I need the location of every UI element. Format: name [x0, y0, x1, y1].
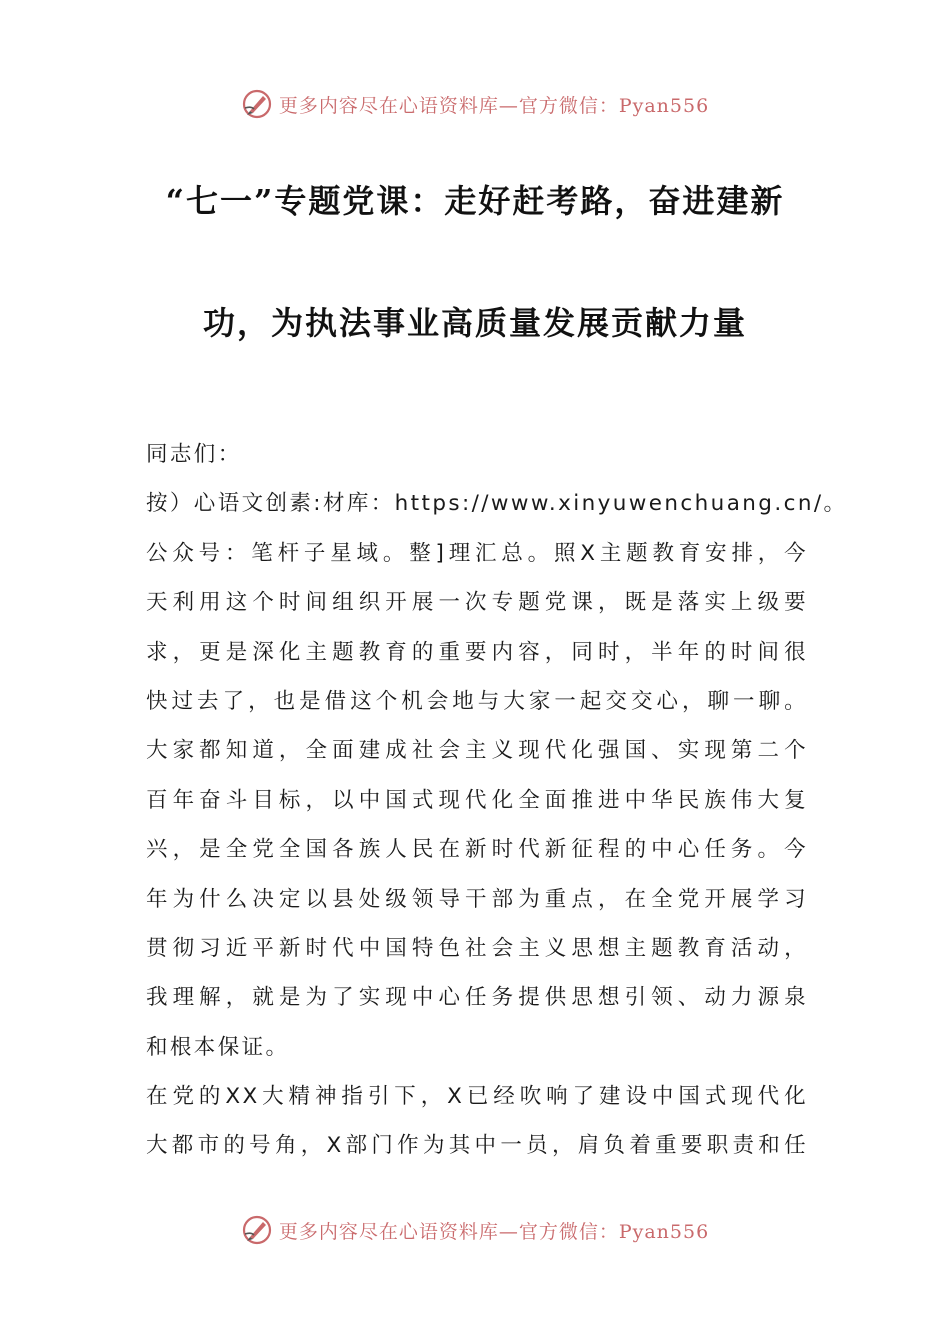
pen-logo-icon	[241, 1214, 273, 1246]
body-line: 天利用这个时间组织开展一次专题党课，既是落实上级要	[146, 590, 808, 616]
watermark-text: 更多内容尽在心语资料库—官方微信：Pyan556	[278, 94, 710, 117]
body-line: 在党的XX大精神指引下，X已经吹响了建设中国式现代化	[146, 1084, 808, 1110]
body-line: 兴，是全党全国各族人民在新时代新征程的中心任务。今	[146, 837, 808, 863]
body-line: 贯彻习近平新时代中国特色社会主义思想主题教育活动，	[146, 935, 808, 961]
pen-logo-icon	[241, 88, 273, 120]
document-title-line-2: 功，为执法事业高质量发展贡献力量	[202, 304, 747, 342]
watermark-text: 更多内容尽在心语资料库—官方微信：Pyan556	[278, 1220, 710, 1243]
document-body	[146, 430, 848, 1171]
body-line: 我理解，就是为了实现中心任务提供思想引领、动力源泉	[146, 985, 808, 1011]
body-line: 和根本保证。	[146, 1034, 290, 1060]
watermark-banner-top	[0, 84, 950, 124]
body-line: 求，更是深化主题教育的重要内容，同时，半年的时间很	[146, 639, 808, 665]
body-line: 按）心语文创素:材库：https://www.xinyuwenchuang.cn/。	[146, 491, 848, 517]
body-line: 快过去了，也是借这个机会地与大家一起交交心，聊一聊。	[146, 688, 808, 714]
watermark-banner-bottom	[0, 1210, 950, 1250]
document-title-line-1: “七一”专题党课：走好赶考路，奋进建新	[165, 182, 785, 220]
body-line: 大家都知道，全面建成社会主义现代化强国、实现第二个	[146, 738, 808, 764]
body-line: 大都市的号角，X部门作为其中一员，肩负着重要职责和任	[146, 1133, 808, 1159]
body-line: 年为什么决定以县处级领导干部为重点，在全党开展学习	[146, 886, 808, 912]
body-line: 同志们：	[146, 442, 242, 467]
body-line: 百年奋斗目标，以中国式现代化全面推进中华民族伟大复	[146, 787, 808, 813]
body-line: 公众号：笔杆子星域。整]理汇总。照X主题教育安排，今	[146, 540, 808, 566]
